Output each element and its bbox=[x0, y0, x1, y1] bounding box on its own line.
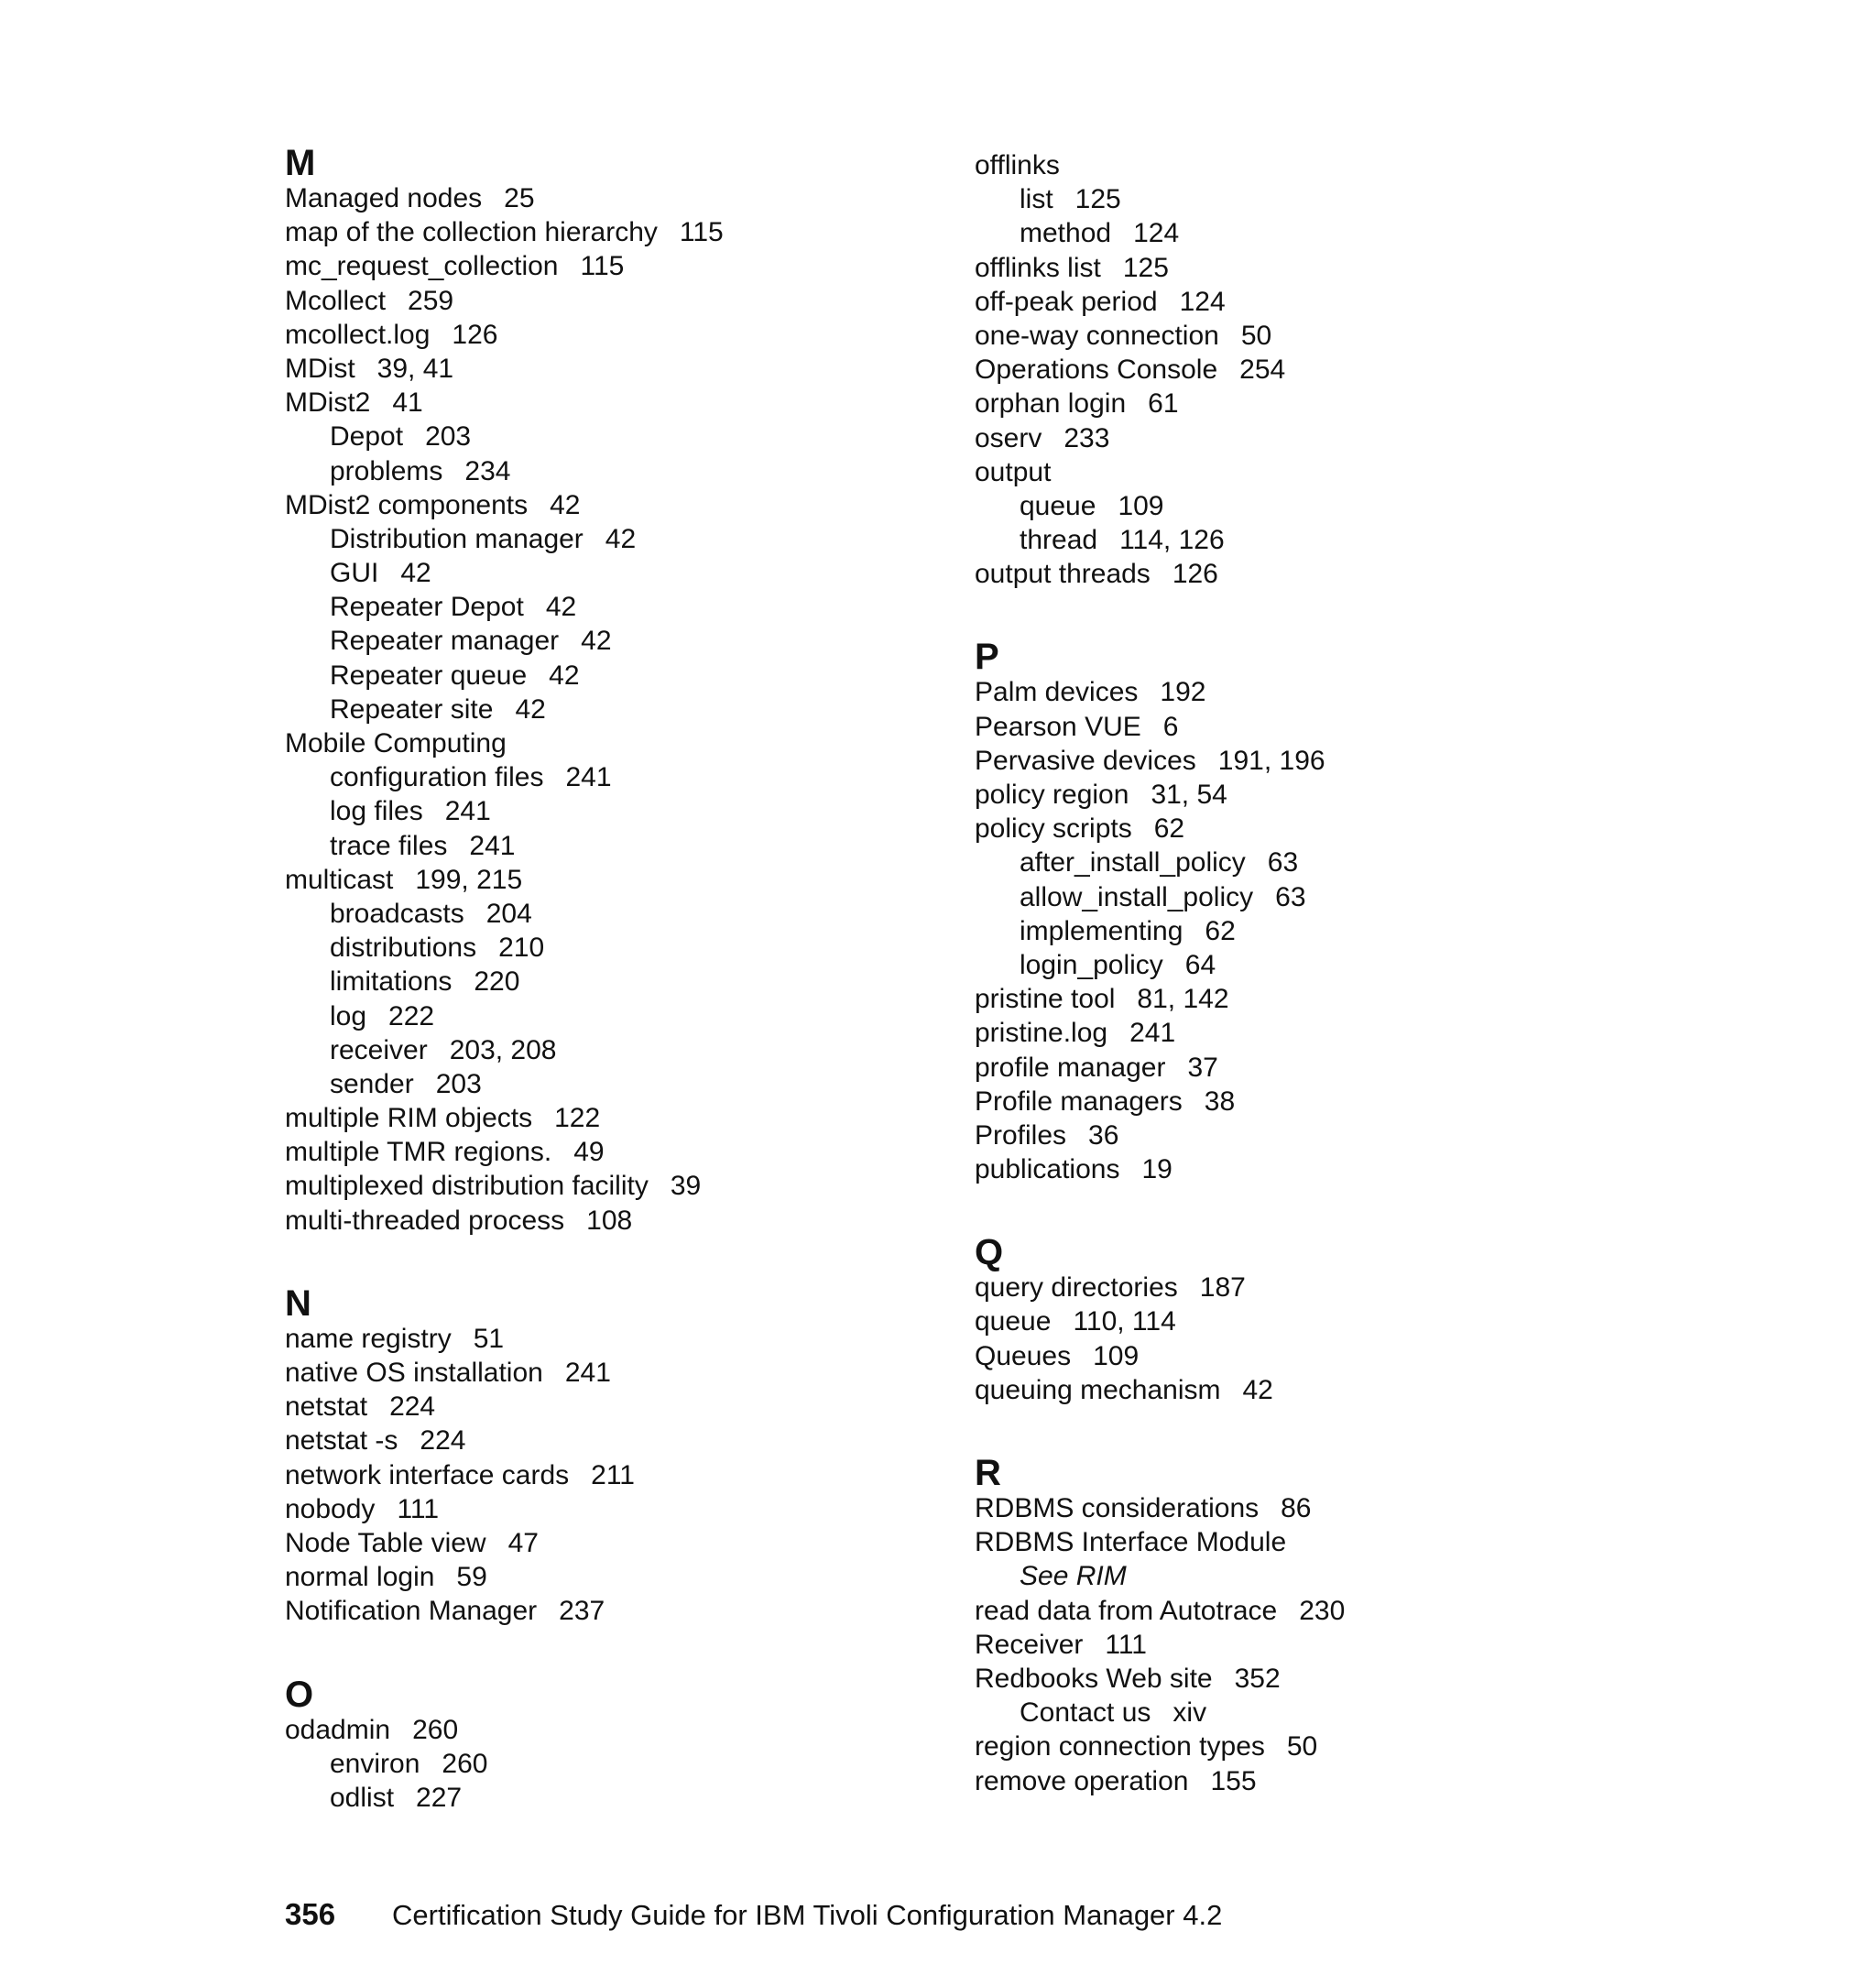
index-term: Contact us bbox=[1020, 1697, 1151, 1729]
page-reference: 203 bbox=[425, 421, 472, 453]
index-entry bbox=[975, 319, 1598, 353]
index-term: RDBMS Interface Module bbox=[975, 1527, 1287, 1558]
index-term: netstat -s bbox=[285, 1425, 398, 1457]
index-term: queuing mechanism bbox=[975, 1374, 1221, 1405]
index-term: Depot bbox=[330, 421, 404, 453]
page-reference: 111 bbox=[397, 1493, 440, 1524]
index-term: Repeater manager bbox=[330, 626, 560, 657]
index-term: read data from Autotrace bbox=[975, 1595, 1278, 1626]
index-term: allow_install_policy bbox=[1020, 881, 1254, 912]
page-reference: 210 bbox=[498, 933, 545, 964]
page-reference: 109 bbox=[1118, 490, 1164, 521]
page-reference: 192 bbox=[1160, 677, 1206, 708]
index-term: odlist bbox=[330, 1782, 395, 1813]
index-term: limitations bbox=[330, 966, 453, 998]
index-term: off-peak period bbox=[975, 286, 1158, 317]
index-subentry bbox=[285, 420, 908, 453]
index-subentry bbox=[285, 897, 908, 931]
index-entry bbox=[975, 251, 1598, 285]
section-letter-heading: O bbox=[285, 1674, 314, 1715]
page-reference: 36 bbox=[1088, 1119, 1119, 1151]
index-term: Mobile Computing bbox=[285, 728, 507, 758]
index-entry bbox=[285, 249, 908, 283]
index-term: Node Table view bbox=[285, 1527, 486, 1558]
index-term: Palm devices bbox=[975, 677, 1139, 708]
page-reference: 259 bbox=[408, 285, 454, 316]
index-term: Distribution manager bbox=[330, 523, 584, 554]
index-term: RDBMS considerations bbox=[975, 1493, 1260, 1523]
index-term: netstat bbox=[285, 1391, 368, 1423]
index-entry bbox=[975, 285, 1598, 319]
index-column-left bbox=[285, 145, 908, 1815]
page-reference: 155 bbox=[1210, 1765, 1257, 1796]
index-subentry bbox=[285, 454, 908, 488]
index-term: offlinks list bbox=[975, 252, 1101, 283]
page-reference: 114, 126 bbox=[1119, 525, 1225, 556]
index-subentry bbox=[975, 1559, 1598, 1593]
index-entry bbox=[975, 1016, 1598, 1050]
index-term: output threads bbox=[975, 559, 1151, 590]
section-letter-heading: N bbox=[285, 1282, 311, 1324]
page-reference: 108 bbox=[586, 1205, 633, 1236]
index-term: distributions bbox=[330, 933, 477, 964]
page-reference: 25 bbox=[504, 183, 535, 213]
index-term: queue bbox=[975, 1306, 1052, 1337]
index-term: after_install_policy bbox=[1020, 847, 1246, 878]
index-subentry bbox=[285, 522, 908, 556]
page-reference: 241 bbox=[564, 1358, 611, 1388]
index-term: network interface cards bbox=[285, 1459, 570, 1490]
page-reference: 203 bbox=[435, 1068, 482, 1099]
index-subentry bbox=[285, 1747, 908, 1781]
index-term: Managed nodes bbox=[285, 183, 483, 213]
index-term: Repeater site bbox=[330, 693, 494, 725]
page-footer bbox=[285, 1896, 1222, 1934]
index-entry bbox=[975, 353, 1598, 387]
index-term: Queues bbox=[975, 1340, 1072, 1371]
page-reference: 204 bbox=[485, 898, 532, 929]
index-entry bbox=[975, 982, 1598, 1016]
index-term: mc_request_collection bbox=[285, 251, 559, 282]
page-reference: 50 bbox=[1240, 320, 1272, 351]
page-reference: 211 bbox=[591, 1459, 635, 1490]
page-reference: 42 bbox=[581, 626, 612, 657]
index-subentry bbox=[975, 523, 1598, 557]
page-reference: 42 bbox=[549, 660, 580, 691]
index-term: Repeater Depot bbox=[330, 592, 524, 623]
index-entry bbox=[975, 710, 1598, 744]
index-subentry bbox=[975, 216, 1598, 250]
index-term: MDist2 bbox=[285, 387, 371, 419]
index-entry bbox=[975, 1339, 1598, 1373]
index-term: Receiver bbox=[975, 1629, 1084, 1660]
index-term: queue bbox=[1020, 490, 1096, 521]
page-reference: 59 bbox=[456, 1562, 487, 1593]
index-entry bbox=[975, 557, 1598, 591]
page-reference: 47 bbox=[507, 1527, 539, 1558]
index-subentry bbox=[975, 489, 1598, 523]
index-entry bbox=[285, 1356, 908, 1390]
index-entry bbox=[285, 1204, 908, 1238]
page-reference: 39, 41 bbox=[376, 353, 454, 384]
page-reference: 237 bbox=[559, 1596, 605, 1627]
index-term: normal login bbox=[285, 1562, 435, 1593]
index-term: one-way connection bbox=[975, 320, 1219, 351]
page-reference: 61 bbox=[1148, 388, 1179, 420]
index-term: mcollect.log bbox=[285, 319, 431, 350]
page-reference: 62 bbox=[1153, 813, 1185, 845]
index-term: configuration files bbox=[330, 762, 544, 793]
page-reference: 352 bbox=[1234, 1663, 1281, 1694]
index-term: Mcollect bbox=[285, 285, 387, 316]
page-reference: 241 bbox=[1129, 1018, 1176, 1049]
index-term: log bbox=[330, 1000, 367, 1031]
index-column-right bbox=[975, 148, 1598, 1798]
index-term: Repeater queue bbox=[330, 660, 528, 691]
page-reference: 187 bbox=[1199, 1272, 1246, 1304]
index-section bbox=[975, 148, 1598, 591]
section-letter-heading: P bbox=[975, 637, 999, 678]
index-term: policy region bbox=[975, 780, 1129, 810]
index-entry bbox=[975, 1764, 1598, 1798]
index-term: Operations Console bbox=[975, 355, 1218, 386]
index-entry bbox=[285, 1101, 908, 1135]
index-entry bbox=[975, 387, 1598, 420]
index-term: policy scripts bbox=[975, 813, 1132, 845]
index-entry bbox=[975, 1628, 1598, 1662]
page-reference: 126 bbox=[1172, 559, 1218, 590]
index-subentry bbox=[285, 556, 908, 590]
index-entry bbox=[975, 778, 1598, 812]
index-entry bbox=[285, 1169, 908, 1203]
page-reference: 39 bbox=[670, 1171, 702, 1202]
page-number: 356 bbox=[285, 1897, 336, 1931]
page-reference: 38 bbox=[1204, 1086, 1236, 1117]
index-subentry bbox=[975, 1696, 1598, 1730]
index-subentry bbox=[975, 948, 1598, 982]
page-reference: 199, 215 bbox=[415, 864, 523, 895]
page-reference: 241 bbox=[444, 796, 491, 827]
index-term: multiple TMR regions. bbox=[285, 1137, 552, 1168]
index-term: GUI bbox=[330, 558, 379, 589]
index-term: implementing bbox=[1020, 915, 1183, 946]
index-entry bbox=[285, 1135, 908, 1169]
page-reference: 227 bbox=[416, 1782, 463, 1813]
index-subentry bbox=[285, 794, 908, 828]
index-entry bbox=[285, 1526, 908, 1560]
index-entry bbox=[285, 1594, 908, 1628]
page-reference: 42 bbox=[1242, 1374, 1273, 1405]
index-term: publications bbox=[975, 1154, 1120, 1185]
see-reference: See RIM bbox=[1020, 1561, 1127, 1592]
page-reference: 109 bbox=[1093, 1340, 1140, 1371]
page-reference: 220 bbox=[474, 966, 520, 998]
index-subentry bbox=[285, 659, 908, 693]
page-reference: 124 bbox=[1133, 218, 1180, 249]
index-term: login_policy bbox=[1020, 949, 1163, 980]
index-term: multiplexed distribution facility bbox=[285, 1171, 649, 1202]
page-reference: 254 bbox=[1239, 355, 1286, 386]
index-term: oserv bbox=[975, 422, 1042, 453]
index-term: remove operation bbox=[975, 1765, 1189, 1796]
page-reference: 122 bbox=[554, 1103, 601, 1134]
index-subentry bbox=[285, 829, 908, 863]
index-term: MDist bbox=[285, 353, 355, 384]
page-reference: 42 bbox=[545, 592, 577, 623]
section-letter-heading: R bbox=[975, 1453, 1001, 1493]
index-entry bbox=[975, 1491, 1598, 1525]
index-entry bbox=[975, 675, 1598, 709]
index-entry bbox=[285, 181, 908, 215]
index-subentry bbox=[285, 590, 908, 624]
index-entry bbox=[975, 1594, 1598, 1628]
index-subentry bbox=[285, 965, 908, 998]
index-term: pristine tool bbox=[975, 984, 1116, 1015]
index-section bbox=[975, 1234, 1598, 1407]
index-section bbox=[285, 145, 908, 1238]
index-term: problems bbox=[330, 455, 443, 486]
page-reference: 63 bbox=[1275, 881, 1306, 912]
index-entry bbox=[975, 421, 1598, 455]
page-reference: 42 bbox=[515, 693, 546, 725]
book-title: Certification Study Guide for IBM Tivoli Configuration Manager 4.2 bbox=[392, 1899, 1223, 1931]
page-reference: 42 bbox=[605, 523, 637, 554]
index-entry bbox=[975, 1662, 1598, 1696]
index-entry bbox=[975, 1118, 1598, 1152]
page-reference: 222 bbox=[388, 1000, 435, 1031]
index-subentry bbox=[975, 914, 1598, 948]
index-entry bbox=[285, 1458, 908, 1492]
index-term: Notification Manager bbox=[285, 1596, 538, 1627]
index-entry bbox=[975, 1051, 1598, 1085]
page-reference: 37 bbox=[1187, 1052, 1218, 1083]
page-reference: 230 bbox=[1299, 1595, 1346, 1626]
index-entry bbox=[975, 455, 1598, 489]
index-entry bbox=[285, 352, 908, 386]
page-reference: 41 bbox=[392, 387, 423, 419]
page-reference: 224 bbox=[389, 1391, 436, 1423]
page-reference: 115 bbox=[679, 217, 724, 248]
index-term: Profiles bbox=[975, 1119, 1067, 1151]
page-reference: 125 bbox=[1122, 252, 1169, 283]
index-entry bbox=[285, 284, 908, 318]
index-term: Pearson VUE bbox=[975, 711, 1141, 742]
page-reference: 19 bbox=[1141, 1154, 1172, 1185]
page-reference: 260 bbox=[412, 1714, 459, 1745]
index-term: query directories bbox=[975, 1272, 1178, 1304]
index-section bbox=[975, 1455, 1598, 1798]
index-term: name registry bbox=[285, 1323, 452, 1354]
index-entry bbox=[285, 1390, 908, 1424]
index-term: multi-threaded process bbox=[285, 1205, 565, 1236]
index-entry bbox=[975, 1373, 1598, 1407]
page-reference: 6 bbox=[1162, 711, 1179, 742]
index-entry bbox=[285, 488, 908, 522]
index-subentry bbox=[285, 1067, 908, 1101]
page-reference: 50 bbox=[1286, 1731, 1318, 1762]
index-term: offlinks bbox=[975, 150, 1060, 180]
index-term: log files bbox=[330, 796, 423, 827]
page-reference: 31, 54 bbox=[1151, 780, 1227, 810]
index-entry bbox=[975, 1271, 1598, 1304]
page-reference: 124 bbox=[1179, 286, 1226, 317]
index-section bbox=[285, 1282, 908, 1629]
page-reference: 224 bbox=[420, 1425, 466, 1457]
index-subentry bbox=[285, 1781, 908, 1815]
index-entry bbox=[975, 1730, 1598, 1763]
index-entry bbox=[975, 744, 1598, 778]
index-term: sender bbox=[330, 1068, 414, 1099]
index-entry bbox=[285, 1322, 908, 1356]
page-reference: 260 bbox=[442, 1748, 488, 1779]
page-reference: 62 bbox=[1205, 915, 1236, 946]
page-reference: 115 bbox=[580, 251, 625, 282]
index-term: trace files bbox=[330, 830, 448, 861]
index-term: output bbox=[975, 456, 1052, 487]
index-entry bbox=[285, 215, 908, 249]
index-term: odadmin bbox=[285, 1714, 391, 1745]
index-entry bbox=[975, 1152, 1598, 1186]
page-reference: 81, 142 bbox=[1137, 984, 1229, 1015]
index-entry bbox=[285, 386, 908, 420]
page-reference: 42 bbox=[400, 558, 431, 589]
page-reference: 241 bbox=[469, 830, 516, 861]
page-reference: 64 bbox=[1184, 949, 1216, 980]
page-reference: 86 bbox=[1281, 1493, 1312, 1523]
page-reference: 126 bbox=[452, 319, 498, 350]
index-entry bbox=[975, 148, 1598, 182]
index-entry bbox=[975, 1304, 1598, 1338]
index-term: Profile managers bbox=[975, 1086, 1183, 1117]
page-reference: 63 bbox=[1267, 847, 1299, 878]
index-section bbox=[285, 1676, 908, 1816]
index-entry bbox=[285, 726, 908, 760]
index-term: multicast bbox=[285, 864, 394, 895]
index-term: Pervasive devices bbox=[975, 745, 1196, 776]
index-term: environ bbox=[330, 1748, 420, 1779]
index-term: nobody bbox=[285, 1493, 376, 1524]
page-reference: 51 bbox=[473, 1323, 505, 1354]
index-entry bbox=[285, 318, 908, 352]
index-term: region connection types bbox=[975, 1731, 1265, 1762]
page-reference: 125 bbox=[1074, 184, 1121, 215]
index-entry bbox=[285, 863, 908, 897]
page-reference: 203, 208 bbox=[449, 1034, 557, 1065]
index-term: MDist2 components bbox=[285, 489, 529, 520]
index-term: orphan login bbox=[975, 388, 1127, 420]
index-entry bbox=[975, 812, 1598, 846]
index-subentry bbox=[285, 693, 908, 726]
index-entry bbox=[285, 1492, 908, 1526]
index-subentry bbox=[285, 999, 908, 1033]
index-entry bbox=[285, 1424, 908, 1457]
page-reference: 234 bbox=[464, 455, 511, 486]
index-subentry bbox=[285, 760, 908, 794]
index-term: method bbox=[1020, 218, 1112, 249]
index-entry bbox=[285, 1560, 908, 1594]
index-term: map of the collection hierarchy bbox=[285, 217, 658, 248]
index-subentry bbox=[285, 1033, 908, 1067]
index-subentry bbox=[285, 931, 908, 965]
page-reference: 191, 196 bbox=[1217, 745, 1325, 776]
page-reference: xiv bbox=[1172, 1697, 1207, 1729]
page-reference: 233 bbox=[1063, 422, 1110, 453]
index-term: profile manager bbox=[975, 1052, 1166, 1083]
page-reference: 49 bbox=[573, 1137, 605, 1168]
index-subentry bbox=[975, 846, 1598, 879]
index-entry bbox=[975, 1525, 1598, 1559]
index-term: thread bbox=[1020, 525, 1098, 556]
page-reference: 111 bbox=[1105, 1629, 1147, 1660]
index-subentry bbox=[975, 880, 1598, 914]
index-section bbox=[975, 638, 1598, 1186]
index-subentry bbox=[285, 624, 908, 658]
index-subentry bbox=[975, 182, 1598, 216]
section-letter-heading: Q bbox=[975, 1232, 1004, 1273]
index-term: pristine.log bbox=[975, 1018, 1108, 1049]
index-entry bbox=[975, 1085, 1598, 1118]
index-term: list bbox=[1020, 184, 1053, 215]
page-reference: 42 bbox=[550, 489, 581, 520]
index-term: Redbooks Web site bbox=[975, 1663, 1213, 1694]
index-term: native OS installation bbox=[285, 1358, 543, 1388]
section-letter-heading: M bbox=[285, 143, 316, 183]
page-reference: 110, 114 bbox=[1073, 1306, 1176, 1337]
index-term: broadcasts bbox=[330, 898, 464, 929]
index-term: receiver bbox=[330, 1034, 428, 1065]
page-reference: 241 bbox=[565, 762, 612, 793]
index-entry bbox=[285, 1713, 908, 1747]
index-term: multiple RIM objects bbox=[285, 1103, 533, 1134]
